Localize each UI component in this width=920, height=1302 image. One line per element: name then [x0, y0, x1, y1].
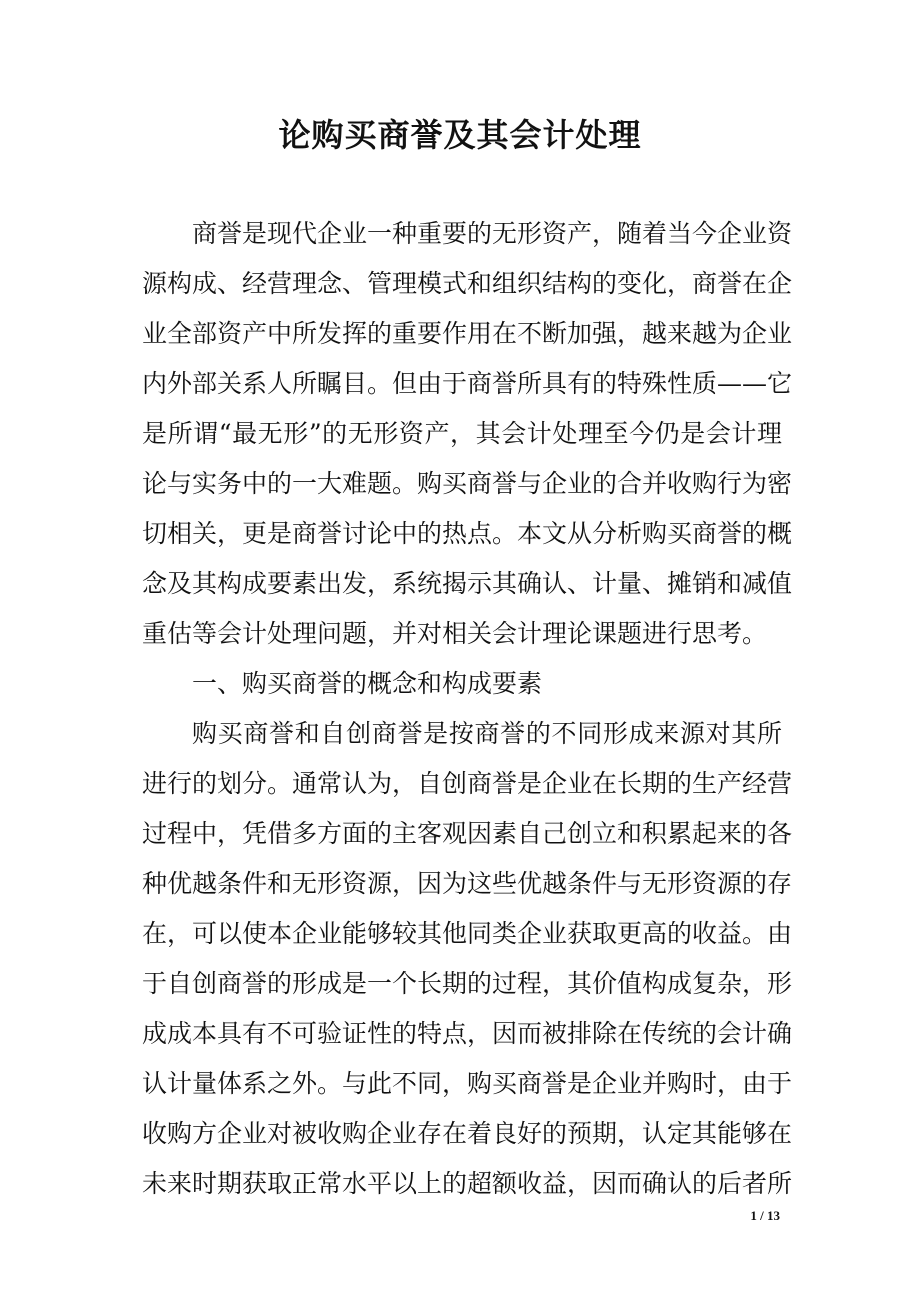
page-number: 1 / 13 [750, 1208, 780, 1223]
paragraph-line: 念及其构成要素出发，系统揭示其确认、计量、摊销和减值 [142, 569, 793, 598]
paragraph-line: 认计量体系之外。与此不同，购买商誉是企业并购时，由于 [142, 1069, 793, 1098]
paragraph-line: 购买商誉和自创商誉是按商誉的不同形成来源对其所 [192, 719, 782, 748]
paragraph-line: 业全部资产中所发挥的重要作用在不断加强，越来越为企业 [142, 319, 793, 348]
paragraph-line: 成成本具有不可验证性的特点，因而被排除在传统的会计确 [142, 1019, 793, 1048]
paragraph-line: 收购方企业对被收购企业存在着良好的预期，认定其能够在 [142, 1119, 793, 1148]
paragraph-line: 商誉是现代企业一种重要的无形资产，随着当今企业资 [192, 219, 793, 248]
paragraph-line: 源构成、经营理念、管理模式和组织结构的变化，商誉在企 [142, 269, 793, 298]
paragraph-line: 在，可以使本企业能够较其他同类企业获取更高的收益。由 [142, 919, 793, 948]
paragraph-line: 内外部关系人所瞩目。但由于商誉所具有的特殊性质——它 [142, 369, 793, 398]
paragraph-line: 种优越条件和无形资源，因为这些优越条件与无形资源的存 [142, 869, 793, 898]
document-title: 论购买商誉及其会计处理 [278, 116, 642, 154]
paragraph-line: 进行的划分。通常认为，自创商誉是企业在长期的生产经营 [142, 769, 793, 798]
paragraph-line: 过程中，凭借多方面的主客观因素自己创立和积累起来的各 [142, 819, 793, 848]
paragraph-line: 于自创商誉的形成是一个长期的过程，其价值构成复杂，形 [142, 969, 793, 998]
paragraph-line: 重估等会计处理问题，并对相关会计理论课题进行思考。 [142, 619, 768, 648]
paragraph-line: 是所谓“最无形”的无形资产，其会计处理至今仍是会计理 [142, 419, 782, 448]
paragraph-line: 论与实务中的一大难题。购买商誉与企业的合并收购行为密 [142, 469, 793, 498]
paragraph-line: 切相关，更是商誉讨论中的热点。本文从分析购买商誉的概 [142, 519, 793, 548]
section-heading: 一、购买商誉的概念和构成要素 [192, 669, 543, 698]
paragraph-line: 未来时期获取正常水平以上的超额收益，因而确认的后者所 [142, 1169, 793, 1198]
